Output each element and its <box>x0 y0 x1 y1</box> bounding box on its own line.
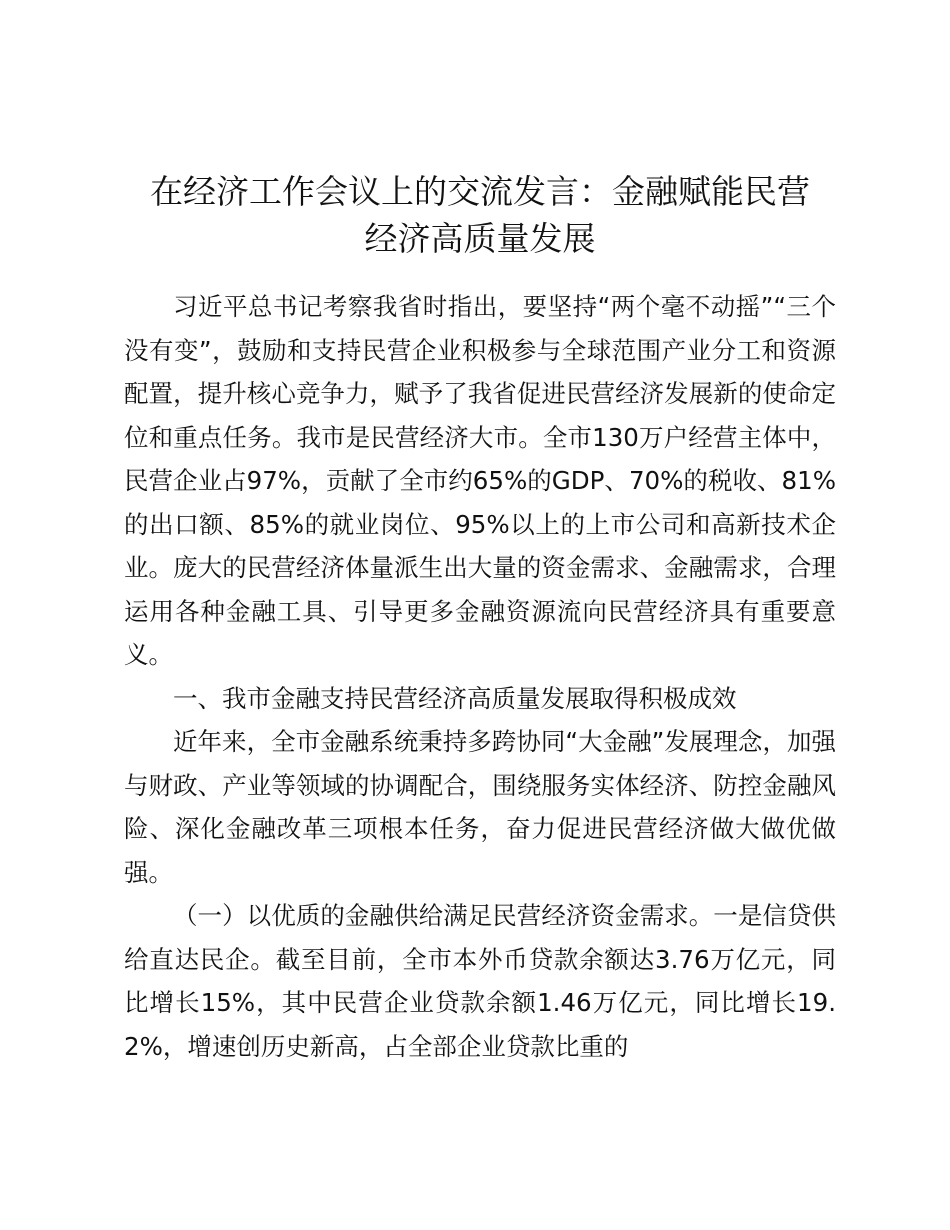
document-body <box>124 285 836 1068</box>
document-title <box>120 168 840 262</box>
title-line-2: 经济高质量发展 <box>364 219 596 258</box>
intro-paragraph: 习近平总书记考察我省时指出，要坚持“两个毫不动摇”“三个没有变”，鼓励和支持民营企业积极参与全球范围产业分工和资源配置，提升核心竞争力，赋予了我省促进民营经济发展新的使命定位和重点任务。我市是民营经济大市。全市130万户经营主体中，民营企业占97%，贡献了全市约65%的GDP、70%的税收、81%的出口额、85%的就业岗位、95%以上的上市公司和高新技术企业。庞大的民营经济体量派生出大量的资金需求、金融需求，合理运用各种金融工具、引导更多金融资源流向民营经济具有重要意义。 <box>124 292 836 669</box>
subsection-paragraph-1: （一）以优质的金融供给满足民营经济资金需求。一是信贷供给直达民企。截至目前，全市本外币贷款余额达3.76万亿元，同比增长15%，其中民营企业贷款余额1.46万亿元，同比增长19.2%，增速创历史新高，占全部企业贷款比重的 <box>124 901 836 1061</box>
section-heading-1: 一、我市金融支持民营经济高质量发展取得积极成效 <box>173 683 737 713</box>
section-intro-paragraph: 近年来，全市金融系统秉持多跨协同“大金融”发展理念，加强与财政、产业等领域的协调配合，围绕服务实体经济、防控金融风险、深化金融改革三项根本任务，奋力促进民营经济做大做优做强。 <box>124 727 836 887</box>
title-line-1: 在经济工作会议上的交流发言：金融赋能民营 <box>150 172 810 211</box>
